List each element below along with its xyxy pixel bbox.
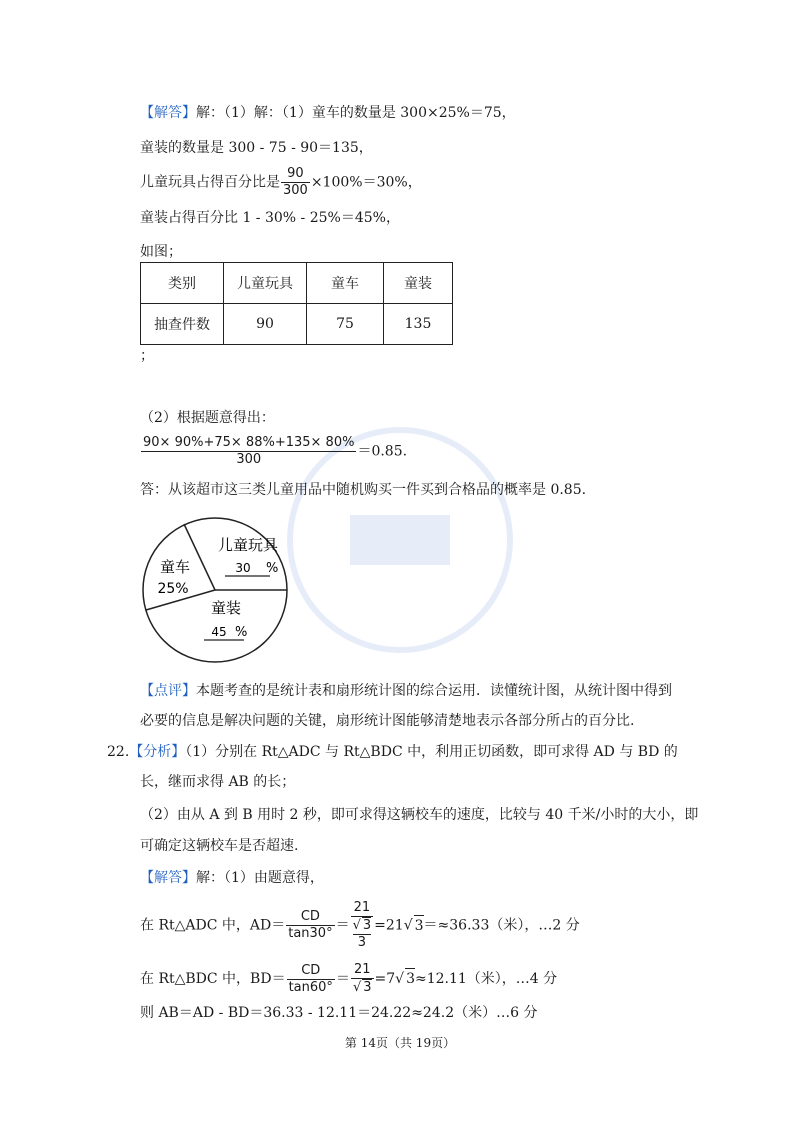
pie-value-car: 25% (157, 581, 189, 597)
ad-approx: ＝≈36.33（米），…2 分 (423, 917, 580, 934)
fraction (281, 166, 310, 199)
sqrt-radicand: 3 (405, 968, 415, 989)
pie-value-cloth: 45 (211, 625, 227, 639)
comment-line-2: 必要的信息是解决问题的关键，扇形统计图能够清楚地表示各部分所占的百分比. (140, 713, 635, 729)
answer-text: 解：（1）由题意得， (196, 870, 324, 886)
pie-pct-sign: % (235, 625, 248, 640)
table-cell: 75 (307, 304, 384, 345)
fraction-denominator: √ 3 (352, 980, 372, 995)
comment-line-1 (140, 681, 672, 701)
sqrt-radicand: 3 (414, 915, 424, 936)
part2-heading: （2）根据题意得出： (140, 410, 275, 426)
toy-pct-text: 儿童玩具占得百分比是 (140, 174, 280, 191)
fraction-denominator: 300 (236, 452, 262, 467)
answer-line-1 (140, 103, 516, 123)
pie-label-cloth: 童装 (210, 599, 242, 617)
bd-text: 在 Rt△BDC 中，BD＝ (140, 971, 286, 987)
fraction-numerator: 90× 90%+75× 88%+135× 80% (143, 435, 355, 450)
comment-tag: 【点评】 (140, 683, 196, 699)
fraction (286, 909, 334, 942)
ad-result: =21 (374, 917, 404, 934)
fraction-numerator: 90 (281, 166, 310, 183)
answer-text: 解：（1）解：（1）童车的数量是 300×25%＝75， (196, 105, 516, 121)
q22-line-3: （2）由从 A 到 B 用时 2 秒，即可求得这辆校车的速度，比较与 40 千米/小时的大小，即 (140, 807, 699, 823)
analysis-text: （1）分别在 Rt△ADC 与 Rt△BDC 中，利用正切函数，即可求得 AD 与 BD 的 (185, 744, 678, 760)
fraction-numerator: CD (287, 963, 335, 980)
answer-tag: 【解答】 (140, 870, 196, 886)
table-row-label: 抽查件数 (141, 304, 224, 345)
fraction (351, 900, 374, 951)
equals-sign: ＝ (335, 917, 350, 934)
table-header-cell: 童装 (384, 263, 453, 304)
answer-tag: 【解答】 (140, 105, 196, 121)
bd-approx: ≈12.11（米），…4 分 (415, 971, 558, 987)
table-header-cell: 类别 (141, 263, 224, 304)
fraction-denominator (351, 917, 374, 951)
fraction-numerator: CD (286, 909, 334, 926)
equals-sign: ＝ (335, 971, 350, 987)
table-row (141, 263, 453, 304)
sqrt-radicand: 3 (363, 980, 372, 995)
pie-value-toy: 30 (235, 561, 251, 575)
semicolon: ； (140, 348, 154, 364)
pie-chart (140, 515, 290, 665)
table-row (141, 304, 453, 345)
answer-line-2: 童装的数量是 300 - 75 - 90＝135， (140, 140, 373, 156)
q22-line-1 (107, 742, 678, 762)
comment-text: 本题考查的是统计表和扇形统计图的综合运用．读懂统计图，从统计图中得到 (196, 683, 672, 699)
stat-table (140, 262, 453, 345)
fraction-numerator: 21 (351, 900, 374, 917)
q22-ad-line: 在 Rt△ADC 中，AD＝ $\frac{CD}{\tan 30^\circ}$ ＝ $\frac{21}{\frac{√ 3}{3}}$ =21√ 3＝≈36.33（米），…2 分 (140, 900, 580, 950)
q22-bd-line: 在 Rt△BDC 中，BD＝ $\frac{CD}{\tan 60^\circ}$ ＝ $\frac{21}{√ 3}$ =7√ 3≈12.11（米），…4 分 (140, 962, 558, 995)
fraction-denominator: tan60° (288, 979, 333, 995)
page-footer: 第 14页（共 19页） (344, 1036, 456, 1050)
fraction-denominator: 300 (283, 183, 308, 198)
table-header-cell: 儿童玩具 (224, 263, 307, 304)
part2-formula (140, 435, 407, 468)
q22-line-2: 长，继而求得 AB 的长； (140, 774, 296, 790)
pie-label-toy: 儿童玩具 (217, 536, 279, 554)
q22-line-5 (140, 868, 324, 888)
ad-text: 在 Rt△ADC 中，AD＝ (140, 917, 286, 934)
nested-fraction: $\frac{√ 3}{3}$ (352, 918, 372, 950)
pie-label-car: 童车 (159, 558, 191, 576)
table-header-cell: 童车 (307, 263, 384, 304)
pie-pct-sign: % (266, 561, 279, 576)
answer-line-5: 如图； (140, 244, 182, 260)
analysis-tag: 【分析】 (129, 744, 186, 760)
answer-line-4: 童装占得百分比 1 - 30% - 25%＝45%， (140, 210, 400, 226)
fraction (141, 435, 356, 468)
fraction-denominator: tan30° (288, 926, 333, 941)
fraction-numerator: 21 (351, 962, 374, 979)
table-cell: 135 (384, 304, 453, 345)
part2-answer: 答：从该超市这三类儿童用品中随机购买一件买到合格品的概率是 0.85. (140, 482, 587, 498)
table-cell: 90 (224, 304, 307, 345)
q22-line-4: 可确定这辆校车是否超速. (140, 838, 299, 854)
q22-ab-line: 则 AB＝AD - BD＝36.33 - 12.11＝24.22≈24.2（米）…6 分 (140, 1005, 538, 1021)
nested-denominator: 3 (357, 935, 366, 950)
toy-pct-result: ×100%＝30%， (310, 174, 422, 191)
fraction (351, 962, 374, 996)
sqrt-radicand: 3 (362, 918, 372, 933)
question-number: 22. (107, 744, 130, 760)
formula-result: ＝0.85. (357, 443, 408, 460)
answer-line-3 (140, 166, 422, 199)
fraction (287, 963, 335, 996)
bd-result: =7 (374, 971, 396, 987)
